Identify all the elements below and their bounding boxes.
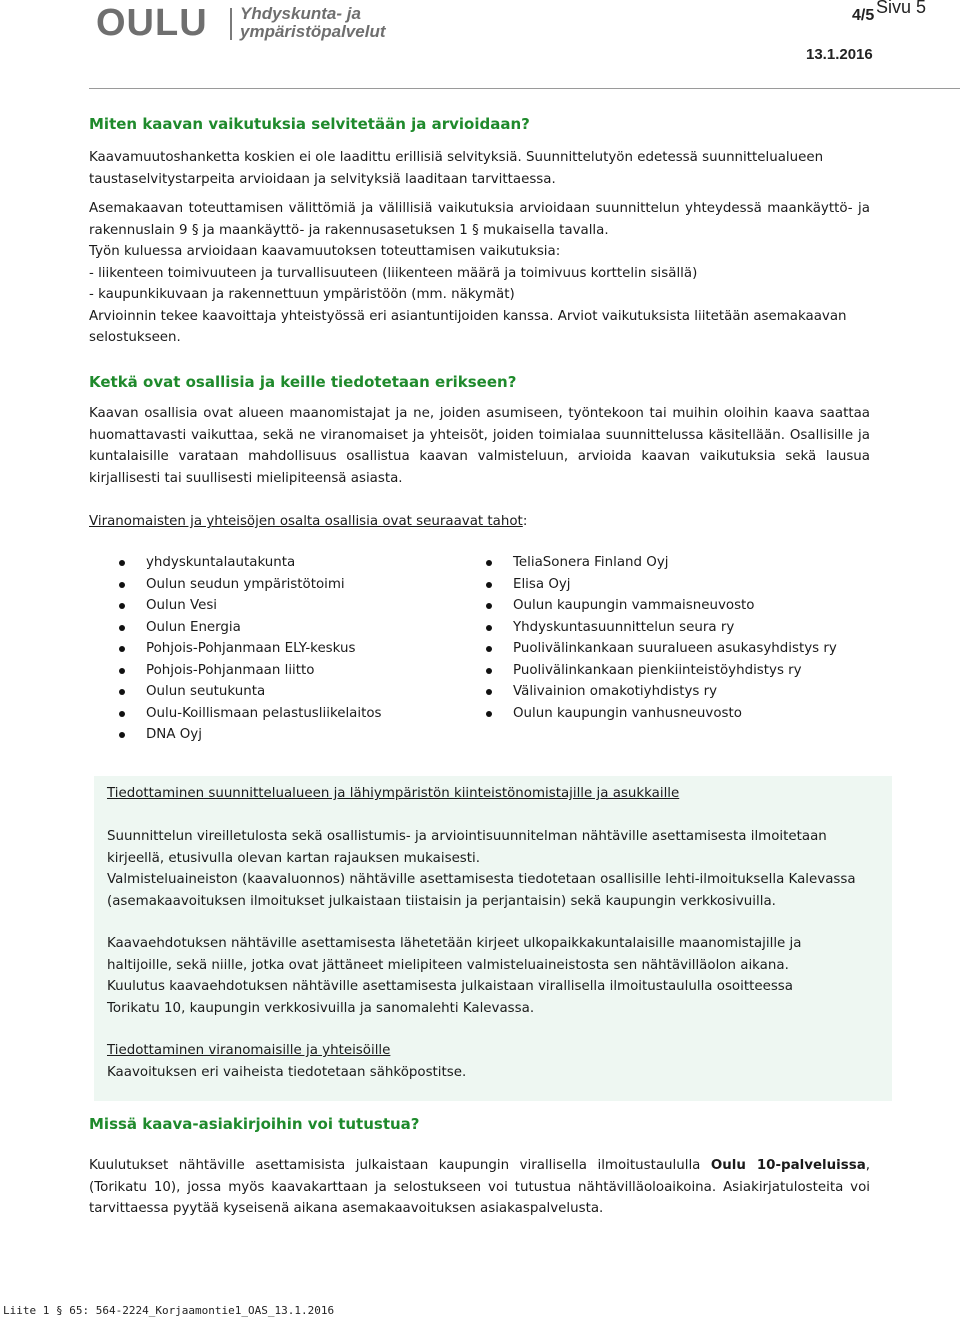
list-item: Oulun kaupungin vanhusneuvosto [485,703,905,725]
list-item: Puolivälinkankaan suuralueen asukasyhdistys ry [485,638,905,660]
box-paragraph-3 [107,1040,847,1083]
list-item: Pohjois-Pohjanmaan ELY-keskus [118,638,458,660]
list-intro-colon: : [522,514,528,529]
stakeholders-list-right [485,552,905,724]
impacts-line-1: Työn kuluessa arvioidaan kaavamuutoksen toteuttamisen vaikutuksia: [89,244,561,259]
list-item: yhdyskuntalautakunta [118,552,458,574]
document-date: 13.1.2016 [806,46,873,63]
box-text-2b: Kuulutus kaavaehdotuksen nähtäville asettamisesta julkaistaan virallisella ilmoitustaululla osoitteessa Torikatu 10, kaupungin verkkosivuilla ja sanomalehti Kalevassa. [107,979,793,1016]
documents-paragraph [89,1155,870,1220]
box-text-1a: Suunnittelun vireilletulosta sekä osallistumis- ja arviointisuunnitelman nähtäville asettamisesta ilmoitetaan kirjeellä, etusivulla olevan kartan rajauksen mukaisesti. [107,829,827,866]
box-text-3: Kaavoituksen eri vaiheista tiedotetaan sähköpostitse. [107,1064,467,1080]
impacts-paragraph-2 [89,198,870,241]
impacts-line-3: - kaupunkikuvaan ja rakennettuun ympäristöön (mm. näkymät) [89,287,515,302]
impacts-legal-text: Asemakaavan toteuttamisen välittömiä ja välillisiä vaikutuksia arvioidaan suunnittelun yhteydessä maankäyttö- ja rakennuslain 9 § ja maankäyttö- ja rakennusasetuksen 1 § mukaisella tavalla. [89,201,870,238]
list-item: TeliaSonera Finland Oyj [485,552,905,574]
box-paragraph-1 [107,826,877,912]
documents-text-bold: Oulu 10-palveluissa [710,1158,866,1173]
impacts-paragraph-3 [89,241,879,349]
logo-wordmark: OULU [96,2,208,44]
impacts-paragraph-1 [89,147,879,190]
logo-subtitle-line2: ympäristöpalvelut [240,22,386,41]
section-heading-documents: Missä kaava-asiakirjoihin voi tutustua? [89,1115,420,1133]
logo-subtitle [240,5,386,41]
box-title-authorities: Tiedottaminen viranomaisille ja yhteisöille [107,1043,391,1058]
footer-attachment-label: Liite 1 § 65: 564-2224_Korjaamontie1_OAS_13.1.2016 [3,1304,335,1317]
documents-text-end: , (Torikatu 10), jossa myös kaavakarttaan ja selostukseen voi tutustua nähtävilläoloaikoina. Asiakirjatulosteita voi tarvittaessa pyytää kyseisenä aikana asemakaavoituksen asiakaspalvelusta. [89,1158,871,1216]
page-fraction: 4/5 [852,7,875,24]
list-item: Välivainion omakotiyhdistys ry [485,681,905,703]
box-paragraph-2 [107,933,847,1019]
oulu-logo [96,2,396,44]
list-item: Oulun seutukunta [118,681,458,703]
stakeholders-paragraph [89,403,870,489]
header-rule [89,88,960,89]
stakeholders-text: Kaavan osallisia ovat alueen maanomistajat ja ne, joiden asumiseen, työntekoon tai muihin oloihin kaava saattaa huomattavasti vaikuttaa, sekä ne viranomaiset ja yhteisöt, joiden toimialaa suunnittelussa käsitellään. Osallisille ja kuntalaisille varataan mahdollisuus osallistua kaavan valmisteluun, arvioida kaavan vaikutuksia sekä lausua kirjallisesti tai suullisesti mielipiteensä asiasta. [89,406,870,486]
stakeholders-list-left [118,552,458,746]
impacts-line-2: - liikenteen toimivuuteen ja turvallisuuteen (liikenteen määrä ja toimivuus korttelin sisällä) [89,265,698,281]
stakeholders-list-intro [89,511,527,533]
list-item: Oulun Vesi [118,595,458,617]
list-item: Oulun Energia [118,617,458,639]
box-title-residents: Tiedottaminen suunnittelualueen ja lähiympäristön kiinteistönomistajille ja asukkaille [107,786,680,801]
list-item: Oulun kaupungin vammaisneuvosto [485,595,905,617]
section-heading-stakeholders: Ketkä ovat osallisia ja keille tiedotetaan erikseen? [89,373,517,391]
logo-subtitle-line1: Yhdyskunta- ja [240,4,361,23]
list-item: DNA Oyj [118,724,458,746]
list-item: Pohjois-Pohjanmaan liitto [118,660,458,682]
list-item: Yhdyskuntasuunnittelun seura ry [485,617,905,639]
box-text-2a: Kaavaehdotuksen nähtäville asettamisesta lähetetään kirjeet ulkopaikkakuntalaisille maanomistajille ja haltijoille, sekä niille, jotka ovat jättäneet mielipiteen valmisteluaineistosta sen nähtävilläolon aikana. [107,936,802,973]
list-item: Puolivälinkankaan pienkiinteistöyhdistys ry [485,660,905,682]
list-item: Elisa Oyj [485,574,905,596]
list-item: Oulu-Koillismaan pelastusliikelaitos [118,703,458,725]
logo-divider [230,8,232,40]
impacts-text: Kaavamuutoshanketta koskien ei ole laadittu erillisiä selvityksiä. Suunnittelutyön edetessä suunnittelualueen taustaselvitystarpeita arvioidaan ja selvityksiä laaditaan tarvittaessa. [89,150,824,187]
page-label: Sivu 5 [876,0,927,17]
documents-text-start: Kuulutukset nähtäville asettamisista julkaistaan kaupungin virallisella ilmoitustaululla [89,1158,711,1173]
section-heading-impacts: Miten kaavan vaikutuksia selvitetään ja arvioidaan? [89,115,530,133]
box-text-1b: Valmisteluaineiston (kaavaluonnos) nähtäville asettamisesta tiedotetaan osallisille lehti-ilmoituksella Kalevassa (asemakaavoituksen ilmoitukset julkaistaan tiistaisin ja perjantaisin) sekä kaupungin verkkosivuilla. [107,872,856,909]
impacts-line-4: Arvioinnin tekee kaavoittaja yhteistyössä eri asiantuntijoiden kanssa. Arviot vaikutuksista liitetään asemakaavan selostukseen. [89,308,847,345]
list-item: Oulun seudun ympäristötoimi [118,574,458,596]
list-intro-text: Viranomaisten ja yhteisöjen osalta osallisia ovat seuraavat tahot [89,514,523,529]
